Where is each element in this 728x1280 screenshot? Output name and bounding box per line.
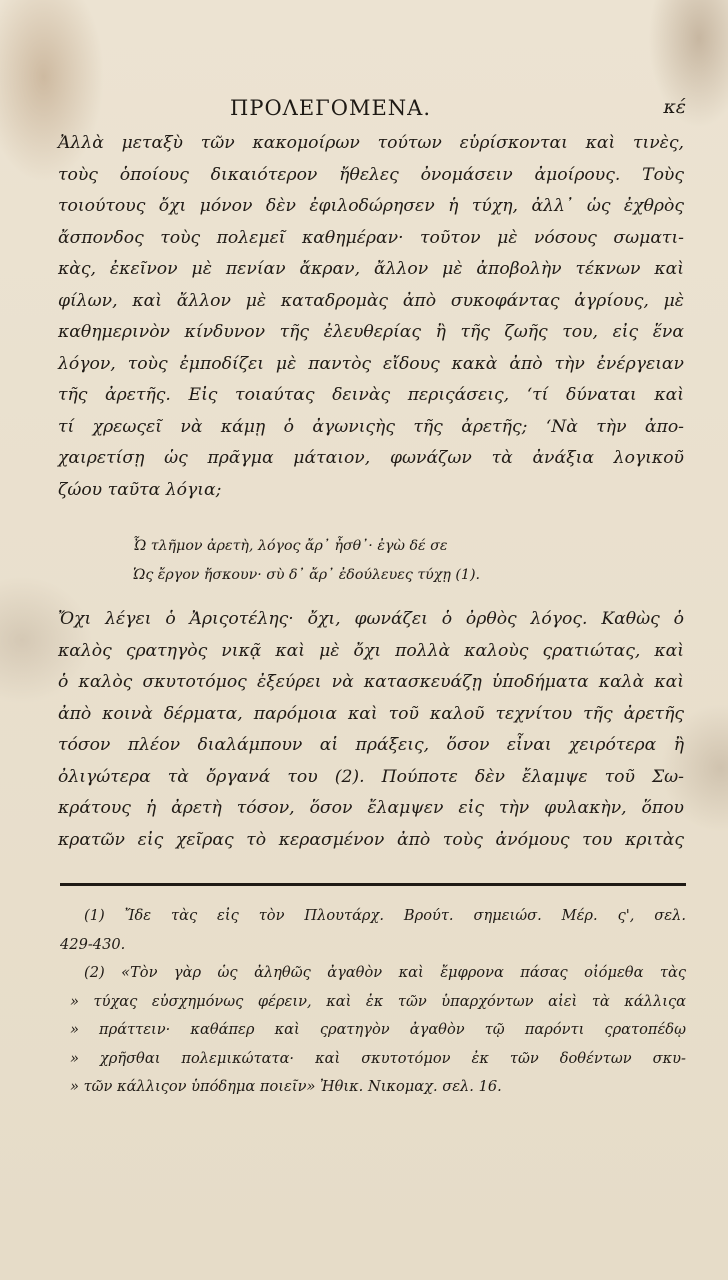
text-line: καλὸς ςρατηγὸς νικᾷ καὶ μὲ ὄχι πολλὰ καλοὺς ςρατιώτας, καὶ	[58, 640, 684, 661]
text-line: καθημερινὸν κίνδυνον τῆς ἐλευθερίας ἢ τῆς ζωῆς του, εἰς ἕνα	[58, 322, 684, 342]
text-line: κράτους ἡ ἀρετὴ τόσον, ὅσον ἔλαμψεν εἰς τὴν φυλακὴν, ὅπου	[58, 798, 684, 818]
footnote-1-line: (1) Ἴδε τὰς εἰς τὸν Πλουτάρχ. Βρούτ. σημειώσ. Μέρ. ς', σελ.	[84, 907, 686, 924]
text-line: τί χρεωςεῖ νὰ κάμῃ ὁ ἀγωνιςὴς τῆς ἀρετῆς; ‘Νὰ τὴν ἀπο-	[58, 416, 684, 437]
text-line: Ἀλλὰ μεταξὺ τῶν κακομοίρων τούτων εὑρίσκονται καὶ τινὲς,	[58, 133, 684, 153]
text-line: ὀλιγώτερα τὰ ὄργανά του (2). Πούποτε δὲν ἔλαμψε τοῦ Σω-	[58, 766, 684, 787]
footnotes	[60, 902, 686, 1102]
page-number: κέ	[663, 96, 686, 118]
footnote-2-line: » τύχας εὐσχημόνως φέρειν, καὶ ἐκ τῶν ὑπαρχόντων αἰεὶ τὰ κάλλιςα	[70, 992, 686, 1010]
verse-line: Ὦ τλῆμον ἀρετὴ, λόγος ἄρ᾽ ἦσθ᾽· ἐγὼ δέ σε	[133, 538, 448, 554]
footnote-2-line: » χρῆσθαι πολεμικώτατα· καὶ σκυτοτόμον ἐκ τῶν δοθέντων σκυ-	[70, 1049, 686, 1067]
text-line: τόσον πλέον διαλάμπουν αἱ πράξεις, ὅσον εἶναι χειρότερα ἢ	[58, 735, 684, 755]
footnote-2-line: » πράττειν· καθάπερ καὶ ςρατηγὸν ἀγαθὸν τῷ παρόντι ςρατοπέδῳ	[70, 1021, 686, 1038]
verse-line: Ὡς ἔργον ἤσκουν· σὺ δ᾽ ἄρ᾽ ἐδούλευες τύχῃ (1).	[133, 567, 481, 583]
text-line: ὁ καλὸς σκυτοτόμος ἐξεύρει νὰ κατασκευάζῃ ὑποδήματα καλὰ καὶ	[58, 672, 684, 692]
text-line: φίλων, καὶ ἄλλον μὲ καταδρομὰς ἀπὸ συκοφάντας ἀγρίους, μὲ	[58, 290, 684, 311]
text-line: τοὺς ὁποίους δικαιότερον ἤθελες ὀνομάσειν ἀμοίρους. Τοὺς	[58, 164, 684, 185]
page-header	[230, 96, 686, 126]
text-line: ἀπὸ κοινὰ δέρματα, παρόμοια καὶ τοῦ καλοῦ τεχνίτου τῆς ἀρετῆς	[58, 703, 684, 724]
verse-quote	[133, 532, 583, 590]
text-line: ζώου ταῦτα λόγια;	[58, 479, 222, 500]
footnote-divider	[60, 883, 686, 886]
text-line: χαιρετίσῃ ὡς πρᾶγμα μάταιον, φωνάζων τὰ ἀνάξια λογικοῦ	[58, 448, 684, 468]
text-line: Ὄχι λέγει ὁ Ἀριςοτέλης· ὄχι, φωνάζει ὁ ὀρθὸς λόγος. Καθὼς ὁ	[58, 609, 684, 629]
footnote-2-line: (2) «Τὸν γὰρ ὡς ἀληθῶς ἀγαθὸν καὶ ἔμφρονα πάσας οἰόμεθα τὰς	[84, 964, 686, 981]
footnote-2-line: » τῶν κάλλιςον ὑπόδημα ποιεῖν» Ἠθικ. Νικομαχ. σελ. 16.	[70, 1078, 502, 1095]
text-line: λόγον, τοὺς ἐμποδίζει μὲ παντὸς εἴδους κακὰ ἀπὸ τὴν ἐνέργειαν	[58, 353, 684, 374]
text-line: κὰς, ἐκεῖνον μὲ πενίαν ἄκραν, ἄλλον μὲ ἀποβολὴν τέκνων καὶ	[58, 259, 684, 279]
paragraph-2	[58, 604, 684, 856]
paragraph-1	[58, 128, 684, 506]
text-line: κρατῶν εἰς χεῖρας τὸ κερασμένον ἀπὸ τοὺς ἀνόμους του κριτὰς	[58, 829, 684, 850]
text-line: ἄσπονδος τοὺς πολεμεῖ καθημέραν· τοῦτον μὲ νόσους σωματι-	[58, 227, 684, 248]
text-line: τοιούτους ὄχι μόνον δὲν ἐφιλοδώρησεν ἡ τύχη, ἀλλ᾽ ὡς ἐχθρὸς	[58, 196, 684, 216]
running-title: ΠΡΟΛΕΓΟΜΕΝΑ.	[230, 96, 431, 120]
text-line: τῆς ἀρετῆς. Εἰς τοιαύτας δεινὰς περιςάσεις, ‘τί δύναται καὶ	[58, 385, 684, 405]
footnote-1-line: 429-430.	[60, 935, 126, 953]
